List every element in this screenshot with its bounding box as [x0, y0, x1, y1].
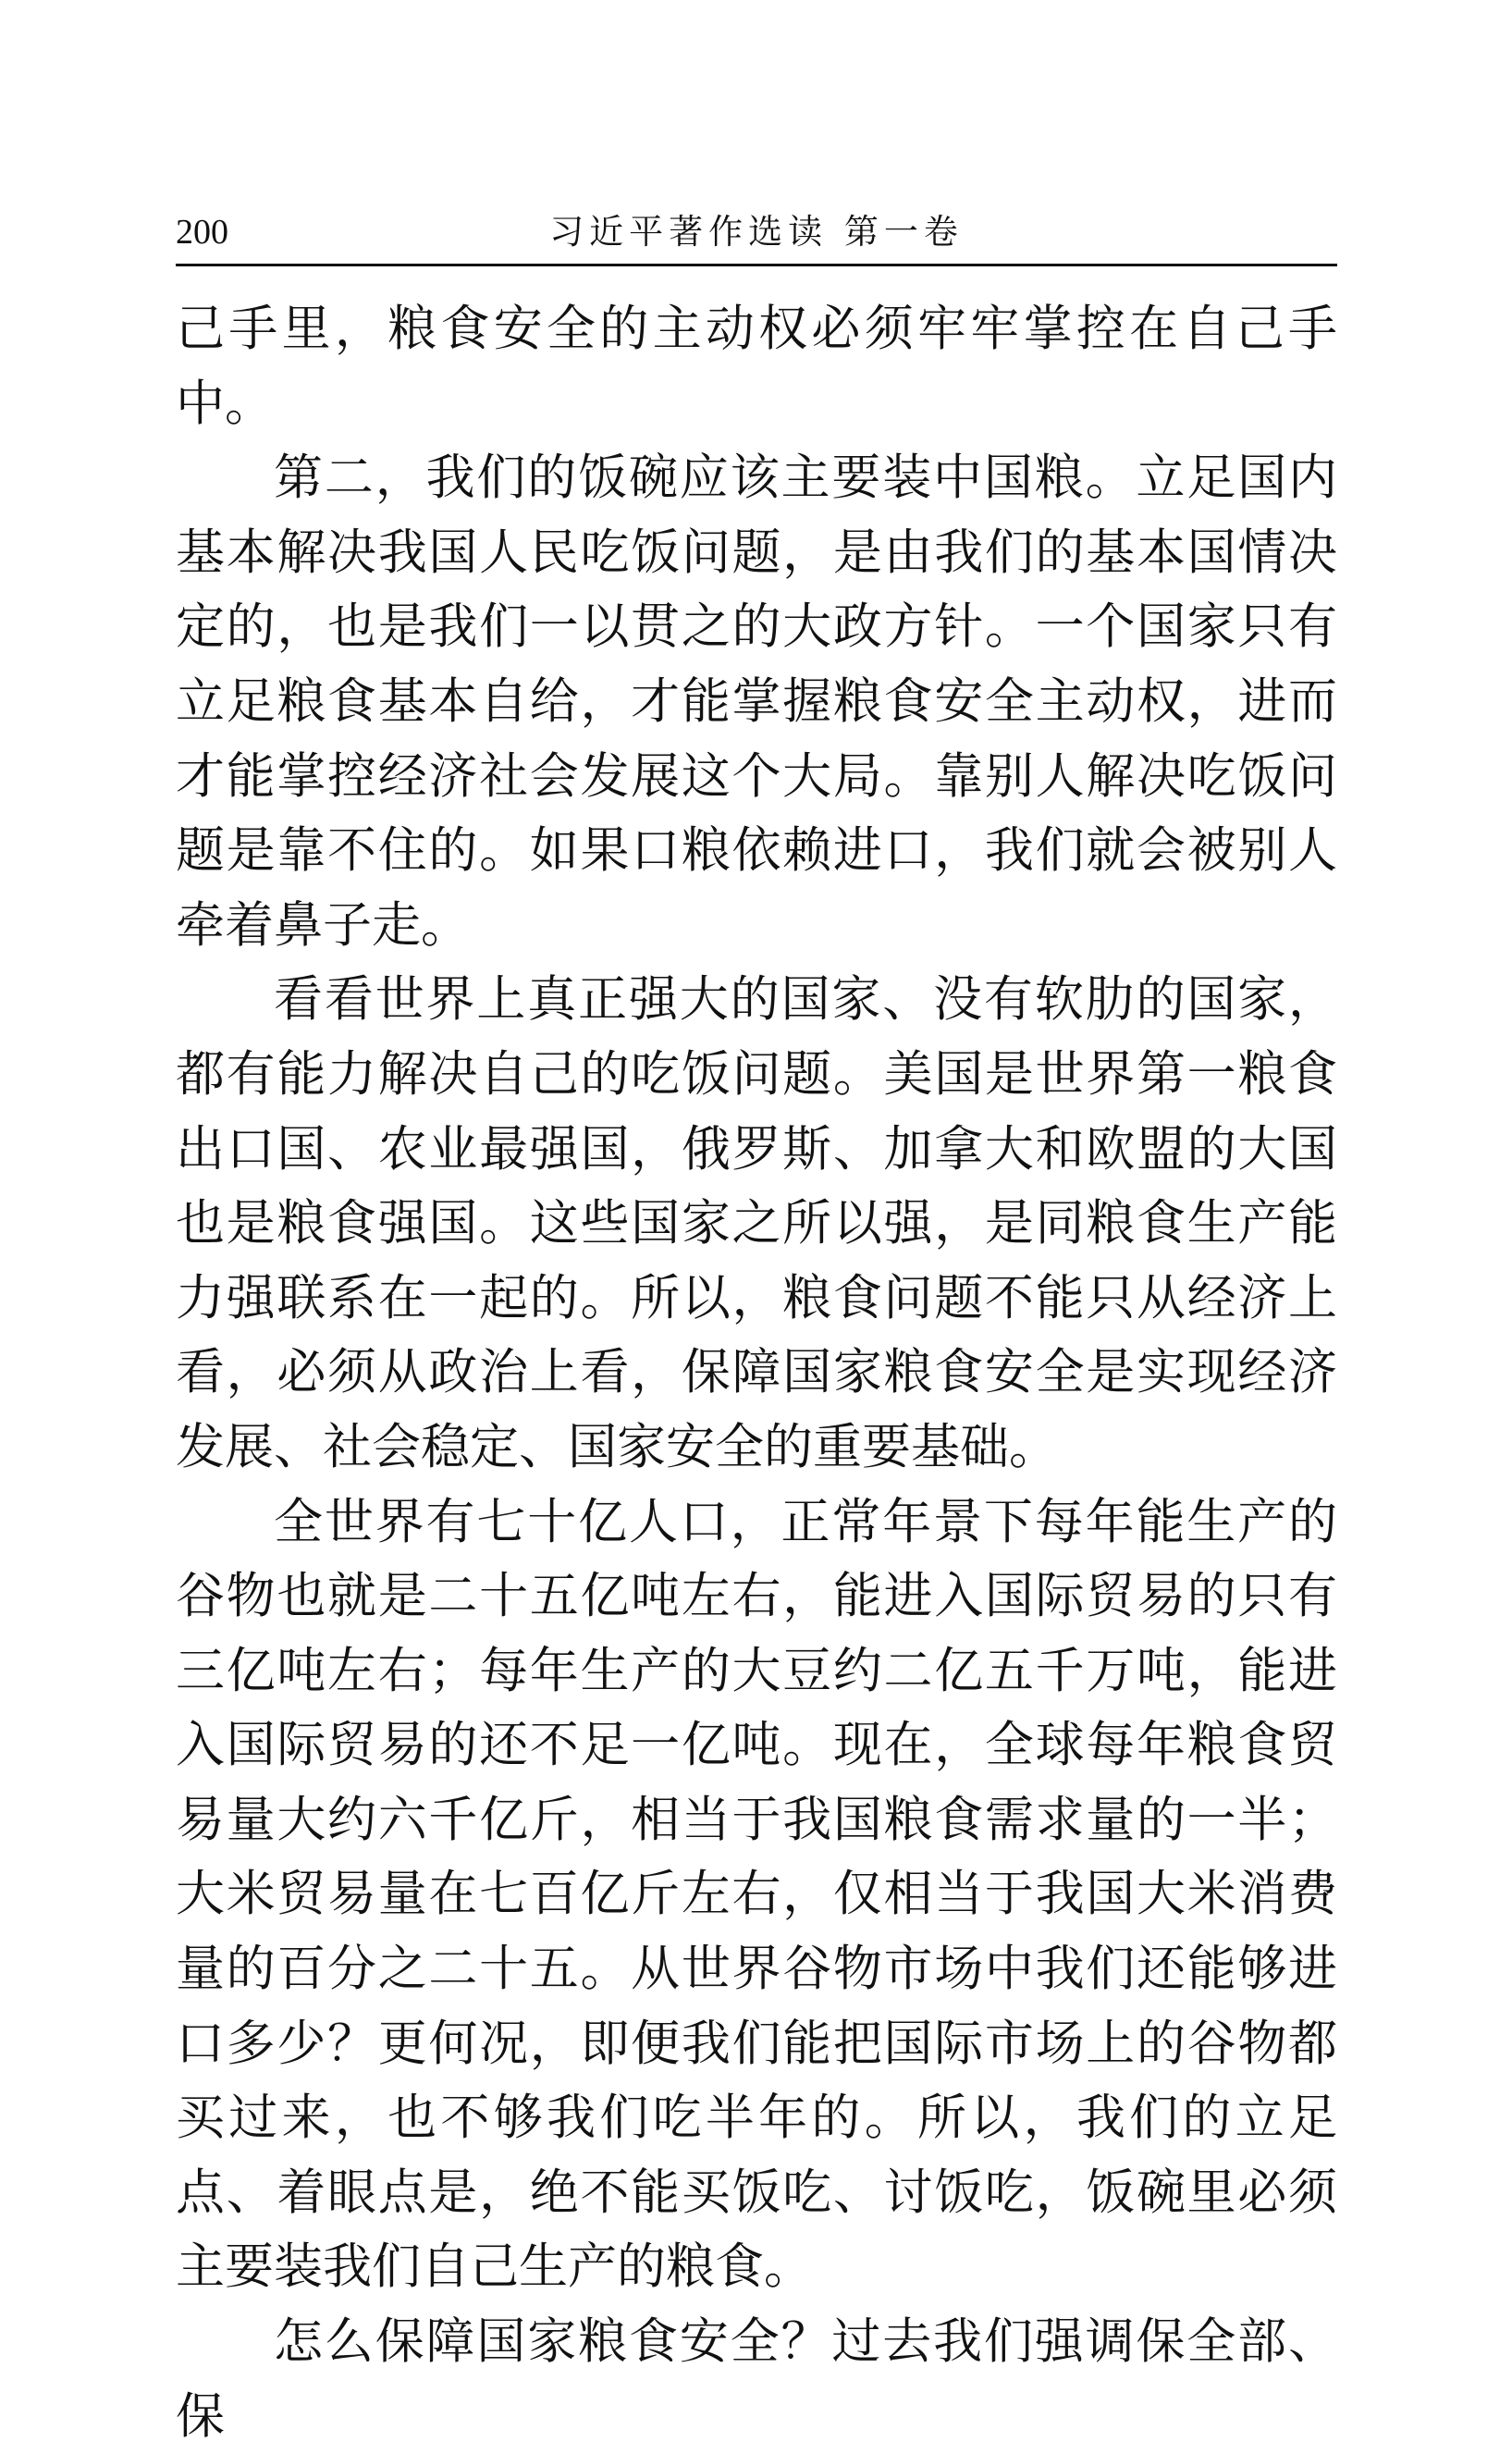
paragraph: 怎么保障国家粮食安全？过去我们强调保全部、保 [176, 2313, 1337, 2445]
running-title: 习近平著作选读 第一卷 [549, 212, 964, 252]
page-number: 200 [176, 213, 228, 252]
body-text [176, 292, 1337, 2454]
paragraph-continued: 己手里，粮食安全的主动权必须牢牢掌控在自己手中。 [176, 301, 1337, 432]
paragraph: 看看世界上真正强大的国家、没有软肋的国家，都有能力解决自己的吃饭问题。美国是世界第一粮食出口国、农业最强国，俄罗斯、加拿大和欧盟的大国也是粮食强国。这些国家之所以强，是同粮食生产能力强联系在一起的。所以，粮食问题不能只从经济上看，必须从政治上看，保障国家粮食安全是实现经济发展、社会稳定、国家安全的重要基础。 [176, 971, 1337, 1475]
page-header [176, 205, 1337, 261]
paragraph: 全世界有七十亿人口，正常年景下每年能生产的谷物也就是二十五亿吨左右，能进入国际贸易的只有三亿吨左右；每年生产的大豆约二亿五千万吨，能进入国际贸易的还不足一亿吨。现在，全球每年粮食贸易量大约六千亿斤，相当于我国粮食需求量的一半；大米贸易量在七百亿斤左右，仅相当于我国大米消费量的百分之二十五。从世界谷物市场中我们还能够进口多少？更何况，即便我们能把国际市场上的谷物都买过来，也不够我们吃半年的。所以，我们的立足点、着眼点是，绝不能买饭吃、讨饭吃，饭碗里必须主要装我们自己生产的粮食。 [176, 1493, 1337, 2296]
header-rule [176, 264, 1337, 266]
paragraph: 第二，我们的饭碗应该主要装中国粮。立足国内基本解决我国人民吃饭问题，是由我们的基本国情决定的，也是我们一以贯之的大政方针。一个国家只有立足粮食基本自给，才能掌握粮食安全主动权，进而才能掌控经济社会发展这个大局。靠别人解决吃饭问题是靠不住的。如果口粮依赖进口，我们就会被别人牵着鼻子走。 [176, 450, 1337, 954]
